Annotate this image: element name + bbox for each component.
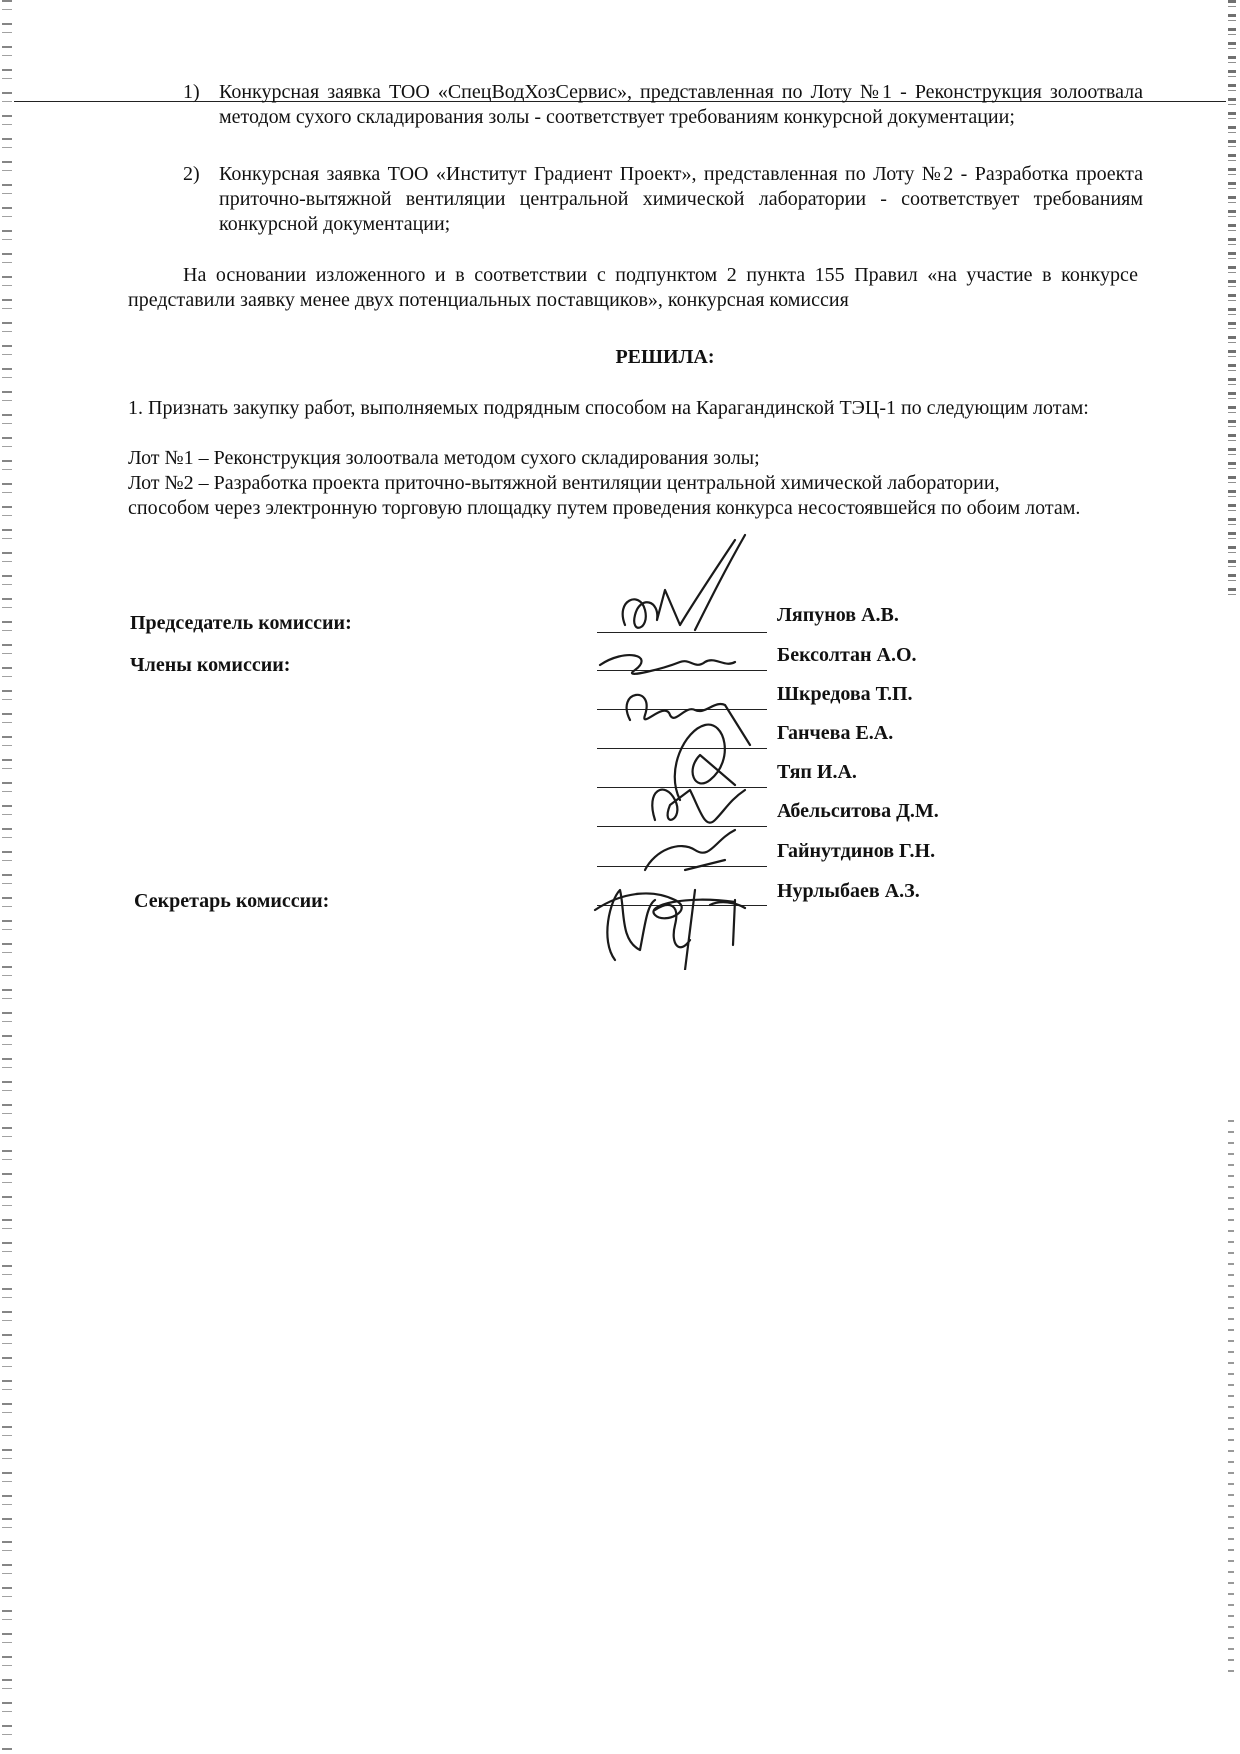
decision-lot-1: Лот №1 – Реконструкция золоотвала методом сухого складирования золы; — [128, 447, 760, 469]
signature-member — [600, 655, 735, 674]
basis-paragraph: На основании изложенного и в соответствии с подпунктом 2 пункта 155 Правил «на участие в конкурсе представили заявку менее двух потенциальных поставщиков», конкурсная комиссия — [128, 264, 1138, 311]
member-name: Тяп И.А. — [777, 761, 857, 783]
signature-member — [645, 830, 735, 870]
decision-lot-2: Лот №2 – Разработка проекта приточно-вытяжной вентиляции центральной химической лаборатории, — [128, 472, 1000, 494]
scan-edge-left — [2, 0, 12, 1754]
decision-intro: 1. Признать закупку работ, выполняемых подрядным способом на Карагандинской ТЭЦ-1 по следующим лотам: — [128, 397, 1089, 419]
scan-edge-right-lower — [1228, 1120, 1234, 1680]
secretary-name: Нурлыбаев А.З. — [777, 880, 920, 902]
member-name: Абельситова Д.М. — [777, 800, 939, 822]
chairman-name: Ляпунов А.В. — [777, 604, 899, 626]
list-item-number: 2) — [183, 163, 200, 185]
list-item-text: Конкурсная заявка ТОО «Институт Градиент Проект», представленная по Лоту №2 - Разработка проекта приточно-вытяжной вентиляции центральной химической лаборатории - соответствует требованиям конкурсной документации; — [219, 163, 1143, 235]
members-label: Члены комиссии: — [130, 654, 291, 676]
member-name: Шкредова Т.П. — [777, 683, 913, 705]
list-item — [183, 162, 1143, 237]
signature-member — [675, 725, 735, 800]
member-name: Ганчева Е.А. — [777, 722, 894, 744]
scan-edge-right — [1228, 0, 1236, 600]
list-item-text: Конкурсная заявка ТОО «СпецВодХозСервис», представленная по Лоту №1 - Реконструкция золоотвала методом сухого складирования золы - соответствует требованиям конкурсной документации; — [219, 81, 1143, 128]
member-name: Гайнутдинов Г.Н. — [777, 840, 936, 862]
list-item-number: 1) — [183, 81, 200, 103]
decision-heading: РЕШИЛА: — [615, 346, 715, 368]
list-item — [183, 80, 1143, 130]
chairman-label: Председатель комиссии: — [130, 612, 352, 634]
secretary-label: Секретарь комиссии: — [134, 890, 330, 912]
member-name: Бексолтан А.О. — [777, 644, 917, 666]
signature-member — [652, 790, 745, 823]
signature-chairman — [623, 535, 745, 630]
handwritten-signatures — [585, 530, 785, 970]
decision-outro: способом через электронную торговую площадку путем проведения конкурса несостоявшейся по обоим лотам. — [128, 497, 1081, 519]
